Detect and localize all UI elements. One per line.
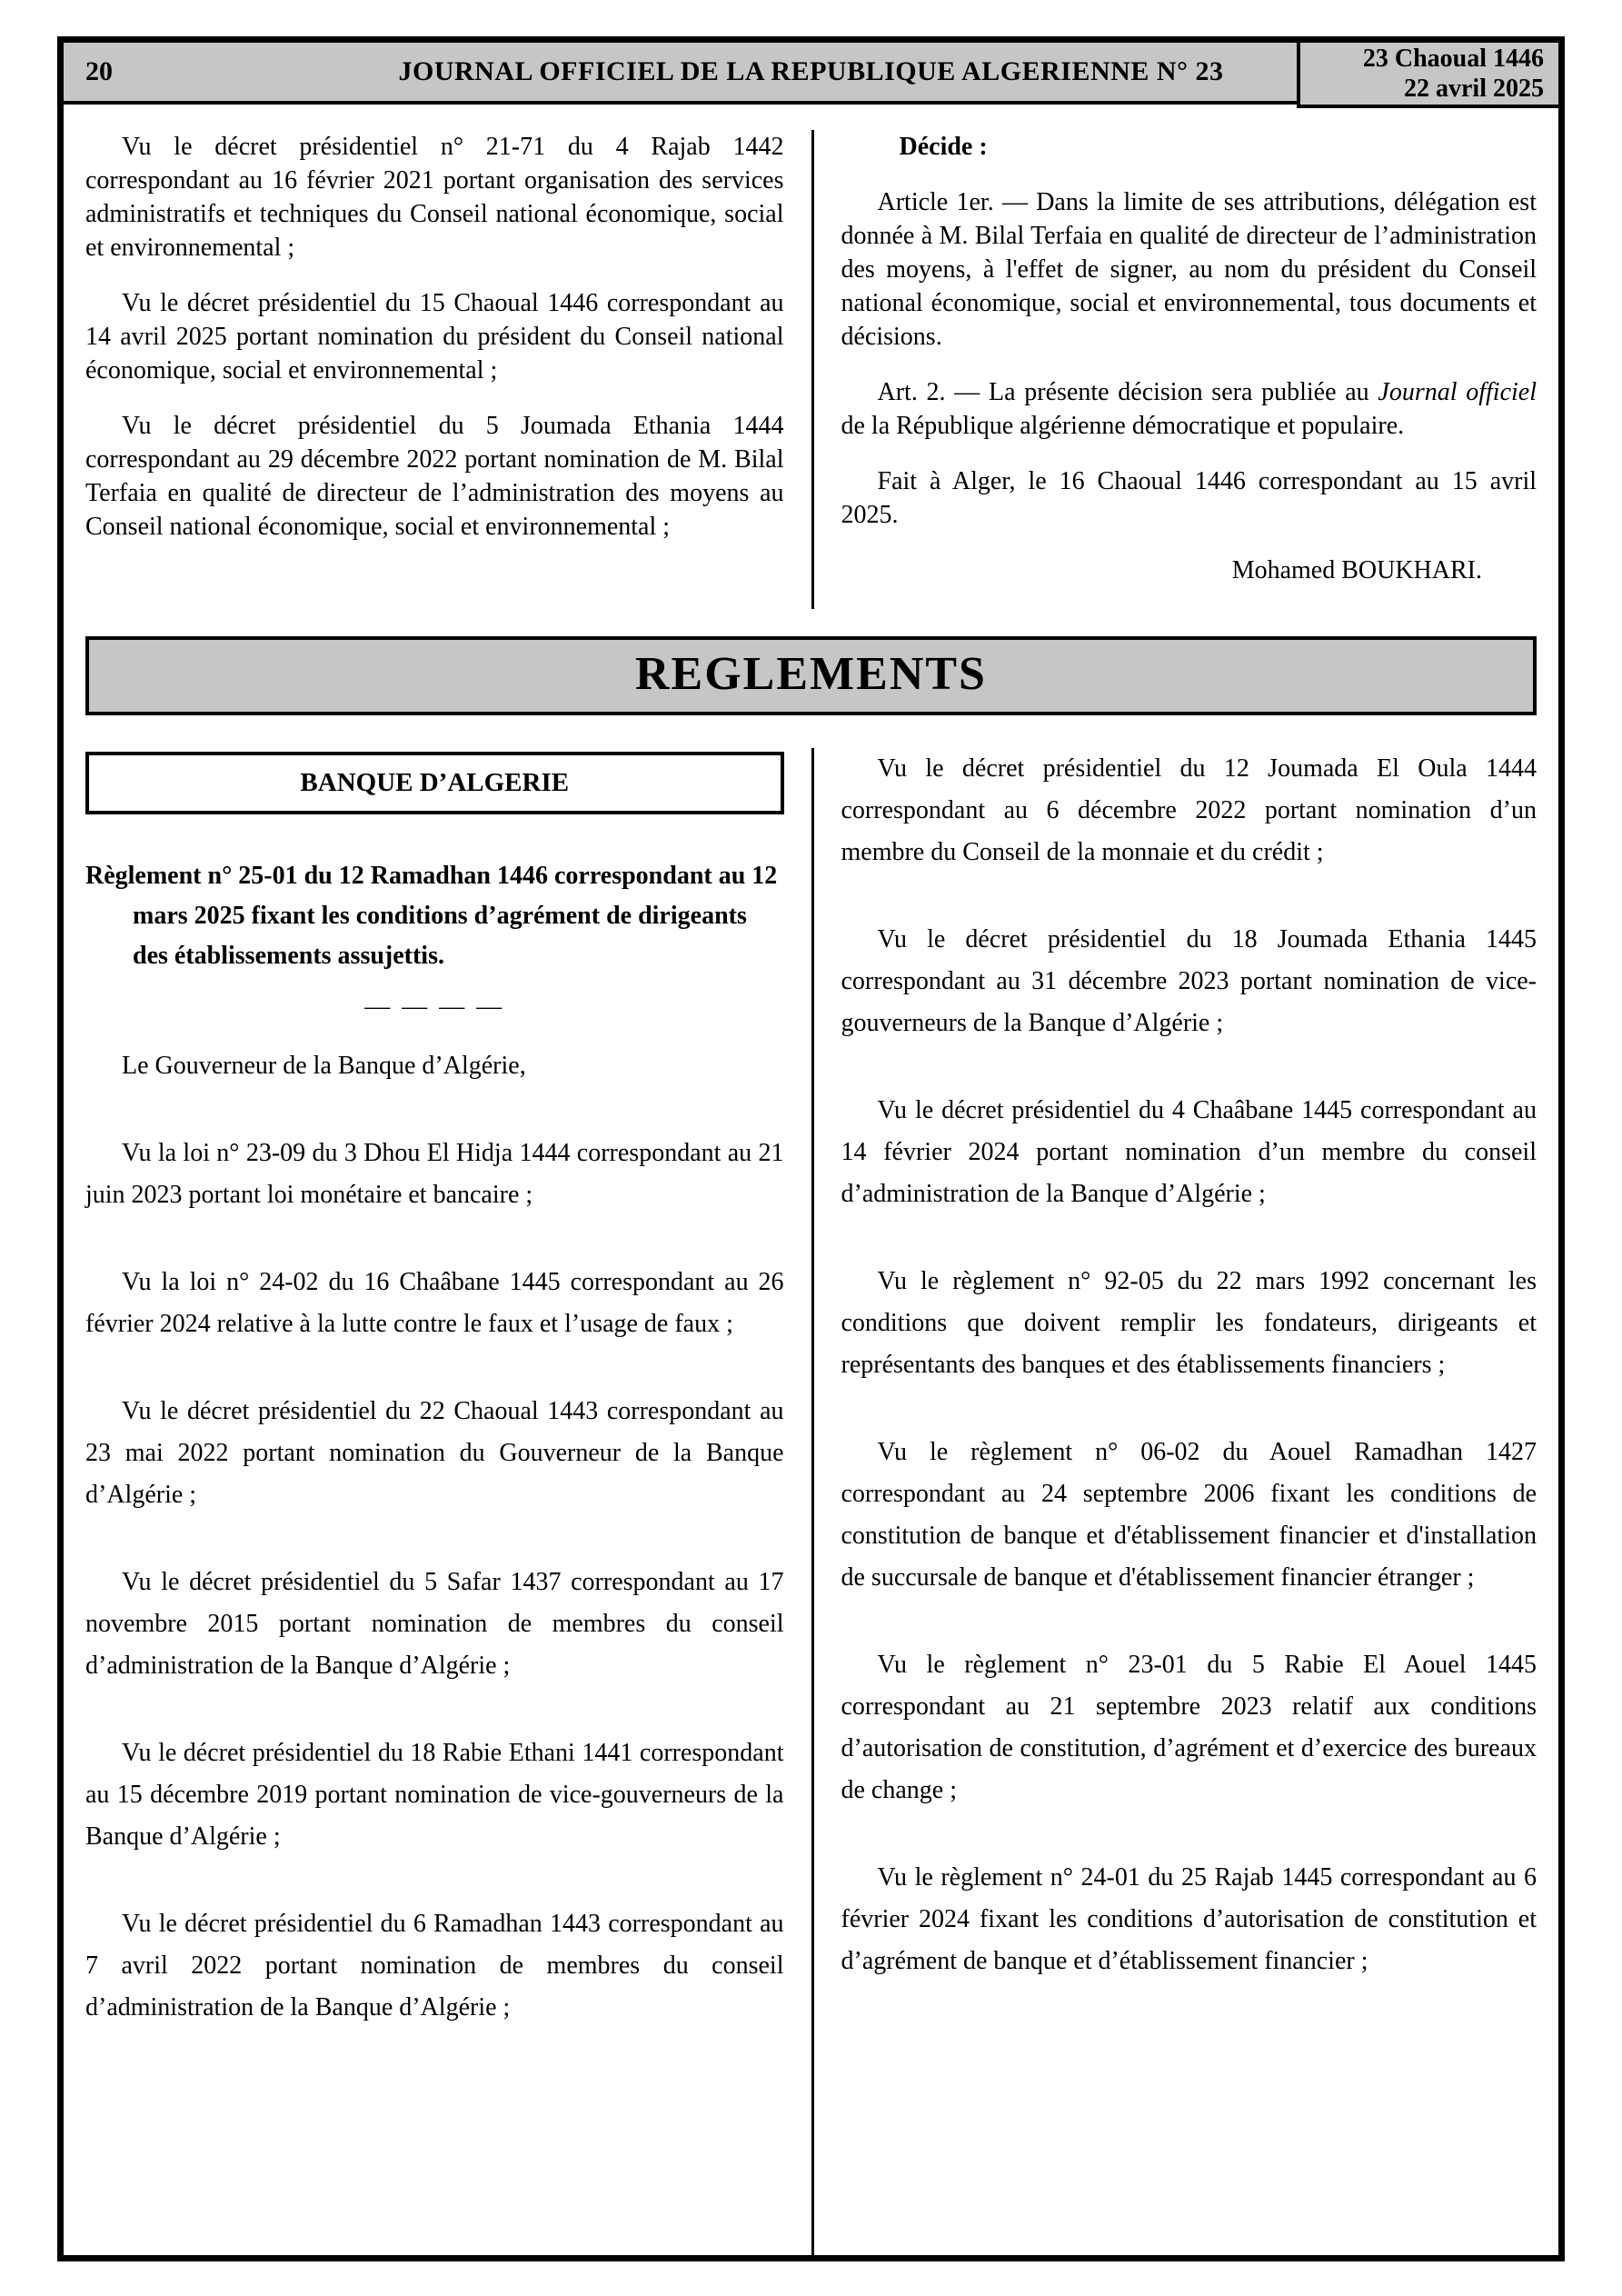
vu-clause: Vu le décret présidentiel du 5 Joumada Ethania 1444 correspondant au 29 décembre 2022 portant nomination de M. Bilal Terfaia en qualité de directeur de l’administration des moyens au Conseil national économique, social et environnemental ; <box>85 412 784 541</box>
banque-dalgerie-box <box>85 752 784 814</box>
page-frame <box>57 36 1565 2261</box>
signatory-name: Mohamed BOUKHARI. <box>1231 556 1482 584</box>
signature-place-date: Fait à Alger, le 16 Chaoual 1446 correspondant au 15 avril 2025. <box>841 467 1537 529</box>
vu-clause: Vu le décret présidentiel du 12 Joumada El Oula 1444 correspondant au 6 décembre 2022 portant nomination d’un membre du Conseil de la monnaie et du crédit ; <box>841 754 1537 866</box>
article-2-text-after: de la République algérienne démocratique et populaire. <box>841 412 1405 440</box>
page-number: 20 <box>85 56 113 86</box>
section-banner-reglements <box>85 636 1537 715</box>
vu-clause: Vu la loi n° 23-09 du 3 Dhou El Hidja 1444 correspondant au 21 juin 2023 portant loi monétaire et bancaire ; <box>85 1139 784 1209</box>
reglement-left-column <box>85 748 811 2255</box>
article-2-text-before: Art. 2. — La présente décision sera publiée au <box>877 378 1378 406</box>
article-2-paragraph <box>841 375 1537 443</box>
vu-clause: Vu le décret présidentiel n° 21-71 du 4 Rajab 1442 correspondant au 16 février 2021 portant organisation des services administratifs et techniques du Conseil national économique, social et environnemental ; <box>85 133 784 262</box>
section-banner-title: REGLEMENTS <box>635 648 987 700</box>
decision-section <box>85 105 1537 609</box>
vu-clause: Vu le règlement n° 24-01 du 25 Rajab 1445 correspondant au 6 février 2024 fixant les conditions d’autorisation de constitution et d’agrément de banque et d’établissement financier ; <box>841 1863 1537 1975</box>
vu-clause: Vu le décret présidentiel du 4 Chaâbane 1445 correspondant au 14 février 2024 portant nomination d’un membre du conseil d’administration de la Banque d’Algérie ; <box>841 1096 1537 1208</box>
journal-officiel-italic: Journal officiel <box>1378 378 1537 406</box>
vu-clause: Vu le règlement n° 92-05 du 22 mars 1992 concernant les conditions que doivent remplir les fondateurs, dirigeants et représentants des banques et des établissements financiers ; <box>841 1267 1537 1379</box>
reglement-title: Règlement n° 25-01 du 12 Ramadhan 1446 correspondant au 12 mars 2025 fixant les conditions d’agrément de dirigeants des établissements assujettis. <box>85 862 778 970</box>
separator-dashes: — — — — <box>364 993 505 1021</box>
page-header <box>64 43 1558 105</box>
gouverneur-intro: Le Gouverneur de la Banque d’Algérie, <box>122 1052 526 1080</box>
issue-date-hijri: 23 Chaoual 1446 <box>1362 45 1544 73</box>
vu-clause: Vu le décret présidentiel du 15 Chaoual 1446 correspondant au 14 avril 2025 portant nomination du président du Conseil national économique, social et environnemental ; <box>85 289 784 384</box>
vu-clause: Vu le décret présidentiel du 18 Rabie Ethani 1441 correspondant au 15 décembre 2019 portant nomination de vice-gouverneurs de la Banque d’Algérie ; <box>85 1739 784 1851</box>
reglement-right-column <box>811 748 1537 2255</box>
vu-clause: Vu le décret présidentiel du 5 Safar 1437 correspondant au 17 novembre 2015 portant nomination de membres du conseil d’administration de la Banque d’Algérie ; <box>85 1568 784 1680</box>
journal-title: JOURNAL OFFICIEL DE LA REPUBLIQUE ALGERIENNE N° 23 <box>398 56 1224 86</box>
decision-left-column <box>85 130 811 609</box>
institution-name: BANQUE D’ALGERIE <box>300 768 570 797</box>
issue-date-gregorian: 22 avril 2025 <box>1404 75 1544 103</box>
vu-clause: Vu la loi n° 24-02 du 16 Chaâbane 1445 correspondant au 26 février 2024 relative à la lutte contre le faux et l’usage de faux ; <box>85 1268 784 1338</box>
page-content <box>64 105 1558 2255</box>
decide-label: Décide : <box>899 133 988 161</box>
decision-right-column <box>811 130 1537 609</box>
vu-clause: Vu le règlement n° 06-02 du Aouel Ramadhan 1427 correspondant au 24 septembre 2006 fixant les conditions de constitution de banque et d'établissement financier et d'installation de succursale de banque et d'établissement financier étranger ; <box>841 1438 1537 1592</box>
vu-clause: Vu le décret présidentiel du 6 Ramadhan 1443 correspondant au 7 avril 2022 portant nomination de membres du conseil d’administration de la Banque d’Algérie ; <box>85 1910 784 2021</box>
vu-clause: Vu le décret présidentiel du 18 Joumada Ethania 1445 correspondant au 31 décembre 2023 portant nomination de vice-gouverneurs de la Banque d’Algérie ; <box>841 925 1537 1037</box>
vu-clause: Vu le décret présidentiel du 22 Chaoual 1443 correspondant au 23 mai 2022 portant nomination du Gouverneur de la Banque d’Algérie ; <box>85 1397 784 1509</box>
reglement-section <box>85 741 1537 2255</box>
article-1-paragraph: Article 1er. — Dans la limite de ses attributions, délégation est donnée à M. Bilal Terfaia en qualité de directeur de l’administration des moyens, à l'effet de signer, au nom du président du Conseil national économique, social et environnemental, tous documents et décisions. <box>841 188 1537 351</box>
vu-clause: Vu le règlement n° 23-01 du 5 Rabie El Aouel 1445 correspondant au 21 septembre 2023 relatif aux conditions d’autorisation de constitution, d’agrément et d’exercice des bureaux de change ; <box>841 1651 1537 1804</box>
issue-date-box <box>1297 43 1558 108</box>
